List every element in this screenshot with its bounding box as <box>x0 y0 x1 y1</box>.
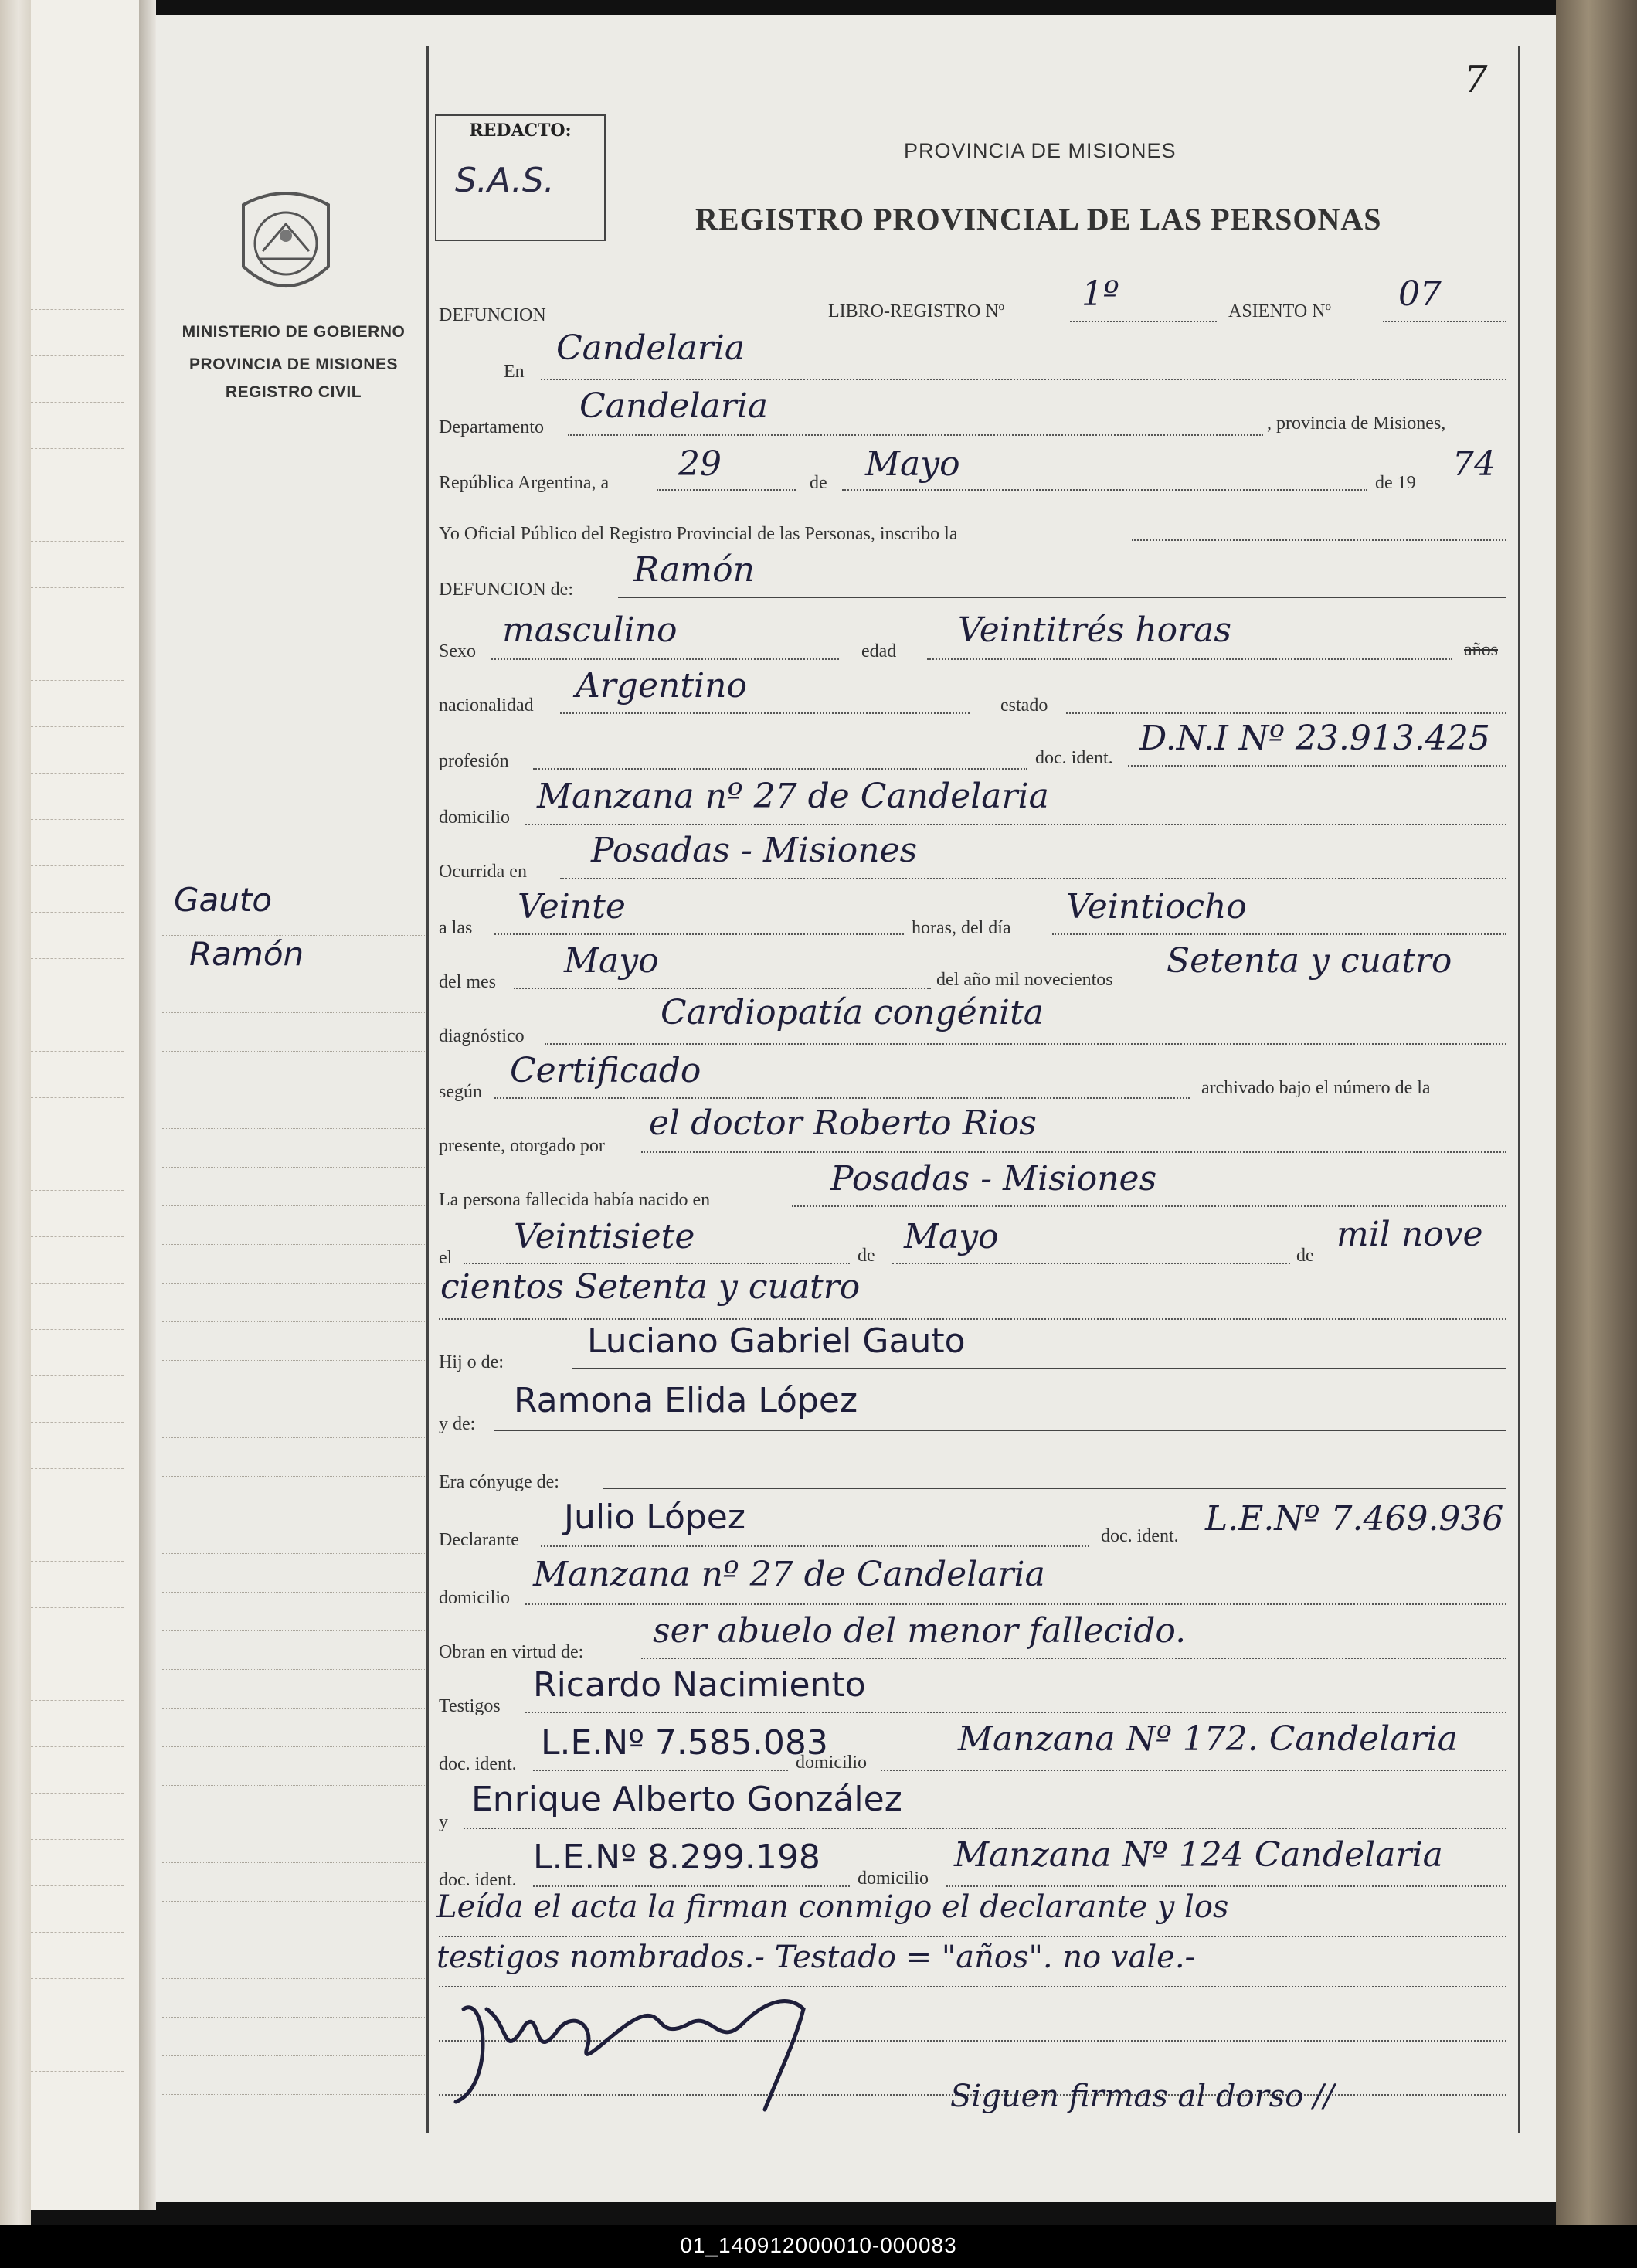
el-value: Veintisiete <box>514 1217 695 1256</box>
doc4-label: doc. ident. <box>439 1870 517 1890</box>
hijo-label: Hij o de: <box>439 1352 504 1372</box>
conyuge-label: Era cónyuge de: <box>439 1472 559 1492</box>
libro-label: LIBRO-REGISTRO Nº <box>828 301 1005 321</box>
anio-mil-label: del año mil novecientos <box>936 970 1113 990</box>
mes2-value: Mayo <box>904 1217 999 1256</box>
redacto-label: REDACTO: <box>469 121 572 141</box>
delmes-label: del mes <box>439 972 496 992</box>
presente-label: presente, otorgado por <box>439 1136 605 1156</box>
book-cover-edge <box>1556 0 1637 2225</box>
defuncion-de-label: DEFUNCION de: <box>439 580 573 600</box>
ocurrida-label: Ocurrida en <box>439 862 527 882</box>
doc4-value: L.E.Nº 8.299.198 <box>533 1838 820 1877</box>
scan-id: 01_140912000010-000083 <box>680 2233 957 2257</box>
redacto-value: S.A.S. <box>455 161 555 200</box>
province-header: PROVINCIA DE MISIONES <box>904 139 1177 162</box>
ministry-line: MINISTERIO DE GOBIERNO <box>182 323 406 341</box>
diagnostico-value: Cardiopatía congénita <box>661 993 1044 1032</box>
closing-line-1: Leída el acta la firman conmigo el declarante y los <box>436 1889 1229 1925</box>
nacionalidad-label: nacionalidad <box>439 695 534 716</box>
book-spine <box>0 0 31 2225</box>
de19-label: de 19 <box>1375 473 1416 493</box>
edad-label: edad <box>861 641 897 661</box>
doc3-value: L.E.Nº 7.585.083 <box>541 1723 828 1763</box>
margin-surname: Gauto <box>174 881 273 919</box>
dia-value: 29 <box>678 444 722 484</box>
de3-label: de <box>1296 1246 1314 1266</box>
mes-value: Mayo <box>865 444 960 484</box>
domicilio2-value: Manzana nº 27 de Candelaria <box>533 1555 1045 1594</box>
segun-value: Certificado <box>510 1051 701 1090</box>
profesion-label: profesión <box>439 751 509 771</box>
ocurrida-value: Posadas - Misiones <box>591 831 918 870</box>
testigo2-value: Enrique Alberto González <box>471 1780 902 1819</box>
de2-label: de <box>858 1246 875 1266</box>
testigos-label: Testigos <box>439 1696 501 1716</box>
dia2-value: Veintiocho <box>1066 887 1247 927</box>
province-line: PROVINCIA DE MISIONES <box>189 355 398 373</box>
alas-value: Veinte <box>518 887 626 927</box>
provincial-seal-icon <box>228 182 344 305</box>
registry-line: REGISTRO CIVIL <box>225 383 362 401</box>
edad-struck-label: años <box>1464 640 1498 660</box>
doc-value: D.N.I Nº 23.913.425 <box>1139 719 1490 758</box>
domicilio2-label: domicilio <box>439 1588 510 1608</box>
departamento-label: Departamento <box>439 417 544 437</box>
nacido-value: Posadas - Misiones <box>830 1159 1157 1199</box>
declarante-value: Julio López <box>564 1498 745 1537</box>
redacto-box <box>435 114 606 241</box>
archivado-label: archivado bajo el número de la <box>1201 1078 1431 1098</box>
doc3-label: doc. ident. <box>439 1754 517 1774</box>
provincia-suffix: , provincia de Misiones, <box>1267 413 1446 434</box>
delmes-value: Mayo <box>564 941 659 981</box>
hijo-value: Luciano Gabriel Gauto <box>587 1321 966 1361</box>
domicilio-value: Manzana nº 27 de Candelaria <box>537 777 1049 816</box>
siguen-firmas-note: Siguen firmas al dorso // <box>950 2079 1334 2114</box>
obran-value: ser abuelo del menor fallecido. <box>653 1611 1187 1651</box>
defuncion-label: DEFUNCION <box>439 305 546 325</box>
estado-label: estado <box>1000 695 1048 716</box>
margin-name: Ramón <box>189 935 304 973</box>
de-label: de <box>810 473 827 493</box>
yde-value: Ramona Elida López <box>514 1381 858 1420</box>
en-label: En <box>504 362 525 382</box>
domicilio4-label: domicilio <box>858 1868 929 1889</box>
declarante-label: Declarante <box>439 1530 519 1550</box>
domicilio3-value: Manzana Nº 172. Candelaria <box>958 1719 1458 1759</box>
asiento-value: 07 <box>1398 274 1442 314</box>
alas-label: a las <box>439 918 473 938</box>
horas-label: horas, del día <box>912 918 1011 938</box>
domicilio-label: domicilio <box>439 808 510 828</box>
mil-cont-value: cientos Setenta y cuatro <box>440 1267 861 1307</box>
oficial-text: Yo Oficial Público del Registro Provincial de las Personas, inscribo la <box>439 524 958 544</box>
anio-value: 74 <box>1452 444 1496 484</box>
domicilio4-value: Manzana Nº 124 Candelaria <box>954 1835 1443 1875</box>
y-label: y <box>439 1812 448 1832</box>
book-gutter <box>139 0 156 2210</box>
presente-value: el doctor Roberto Rios <box>649 1103 1037 1143</box>
mil-value: mil nove <box>1336 1215 1483 1254</box>
doc2-label: doc. ident. <box>1101 1526 1179 1546</box>
domicilio3-label: domicilio <box>796 1753 867 1773</box>
yde-label: y de: <box>439 1414 476 1434</box>
sexo-value: masculino <box>502 610 678 650</box>
departamento-value: Candelaria <box>579 386 769 426</box>
asiento-label: ASIENTO Nº <box>1228 301 1331 321</box>
declarant-signature <box>440 1978 842 2117</box>
diagnostico-label: diagnóstico <box>439 1026 525 1046</box>
edad-value: Veintitrés horas <box>958 610 1231 650</box>
doc2-value: L.E.Nº 7.469.936 <box>1205 1499 1504 1539</box>
nacido-label: La persona fallecida había nacido en <box>439 1190 711 1210</box>
obran-label: Obran en virtud de: <box>439 1642 584 1662</box>
registry-header: REGISTRO PROVINCIAL DE LAS PERSONAS <box>695 202 1382 236</box>
el-label: el <box>439 1248 453 1268</box>
libro-value: 1º <box>1082 274 1119 314</box>
en-value: Candelaria <box>556 328 745 368</box>
anio-mil-value: Setenta y cuatro <box>1167 941 1452 981</box>
previous-page-edge <box>31 0 141 2210</box>
testigos-value: Ricardo Nacimiento <box>533 1665 866 1705</box>
defuncion-de-value: Ramón <box>633 550 755 590</box>
sexo-label: Sexo <box>439 641 476 661</box>
closing-line-2: testigos nombrados.- Testado = "años". no vale.- <box>436 1940 1196 1975</box>
republica-label: República Argentina, a <box>439 473 610 493</box>
doc-label: doc. ident. <box>1035 748 1113 768</box>
nacionalidad-value: Argentino <box>576 666 747 706</box>
segun-label: según <box>439 1082 482 1102</box>
page-number: 7 <box>1464 58 1488 101</box>
